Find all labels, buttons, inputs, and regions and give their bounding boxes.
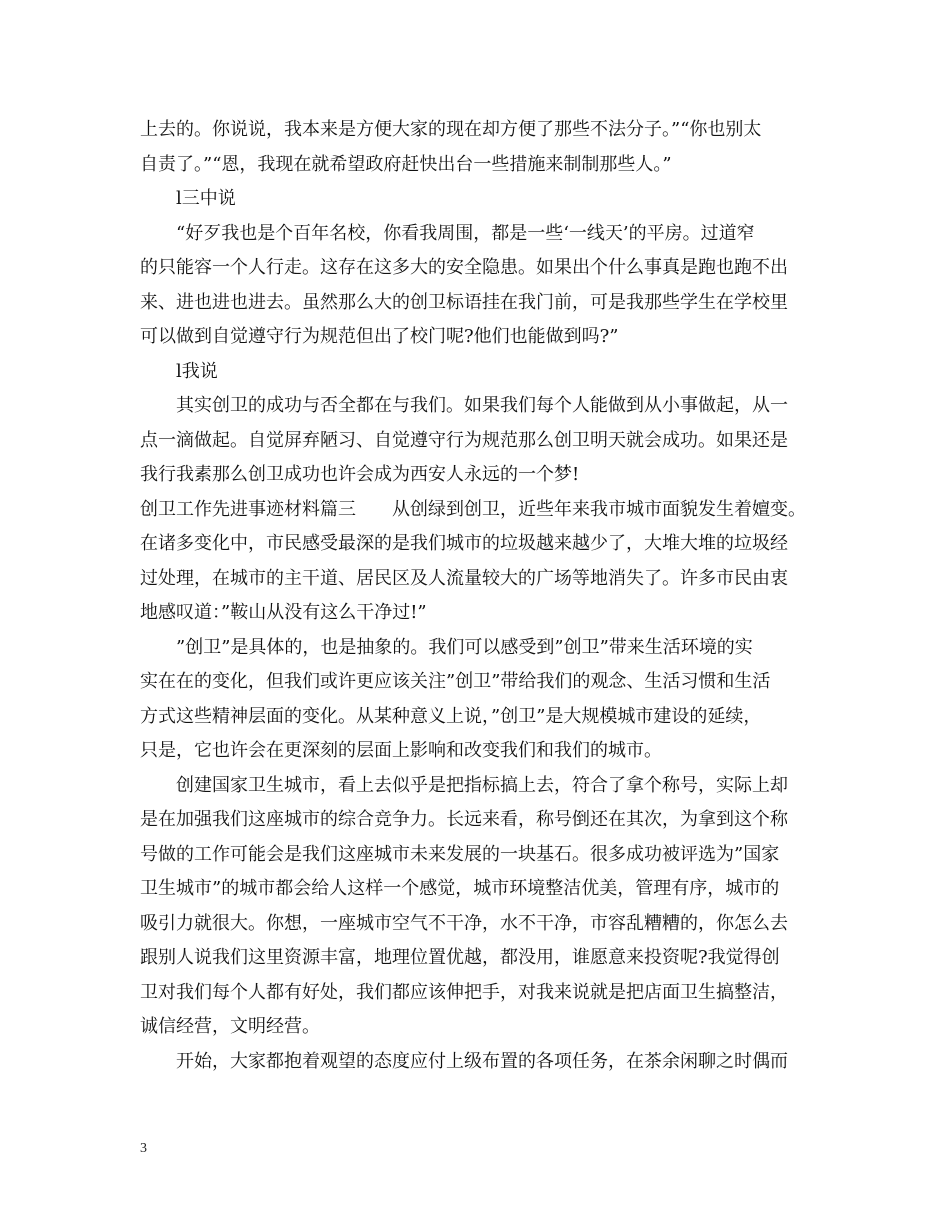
text-line: 地感叹道：”鞍山从没有这么干净过!” xyxy=(140,602,427,623)
text-line: 我行我素那么创卫成功也许会成为西安人永远的一个梦! xyxy=(140,464,580,485)
text-line: 号做的工作可能会是我们这座城市未来发展的一块基石。很多成功被评选为”国家 xyxy=(140,843,780,865)
text-line: 创建国家卫生城市，看上去似乎是把指标搞上去，符合了拿个称号，实际上却 xyxy=(176,774,788,796)
section-heading: l我说 xyxy=(176,360,218,382)
section-heading: l三中说 xyxy=(176,188,236,209)
text-line: 跟别人说我们这里资源丰富，地理位置优越，都没用，谁愿意来投资呢?我觉得创 xyxy=(140,947,780,968)
text-line: 点一滴做起。自觉屏弃陋习、自觉遵守行为规范那么创卫明天就会成功。如果还是 xyxy=(140,429,788,451)
text-line: 诚信经营，文明经营。 xyxy=(140,1016,320,1037)
page-number: 3 xyxy=(140,1141,147,1156)
text-line: 卫生城市”的城市都会给人这样一个感觉，城市环境整洁优美，管理有序，城市的 xyxy=(140,878,780,899)
text-line: 来、进也进也进去。虽然那么大的创卫标语挂在我门前，可是我那些学生在学校里 xyxy=(140,291,788,313)
text-line: 只是，它也许会在更深刻的层面上影响和改变我们和我们的城市。 xyxy=(140,740,662,761)
text-line: 卫对我们每个人都有好处，我们都应该伸把手，对我来说就是把店面卫生搞整洁， xyxy=(140,981,788,1003)
text-line: 是在加强我们这座城市的综合竞争力。长远来看，称号倒还在其次，为拿到这个称 xyxy=(140,809,788,830)
article-title-line: 创卫工作先进事迹材料篇三 从创绿到创卫，近些年来我市城市面貌发生着嬗变。 xyxy=(140,498,806,520)
text-line: 方式这些精神层面的变化。从某种意义上说，”创卫”是大规模城市建设的延续， xyxy=(140,705,762,727)
body-text xyxy=(140,113,830,1079)
text-line: 实在在的变化，但我们或许更应该关注”创卫”带给我们的观念、生活习惯和生活 xyxy=(140,671,771,692)
text-line: 可以做到自觉遵守行为规范但出了校门呢?他们也能做到吗?” xyxy=(140,326,619,347)
text-line: 过处理，在城市的主干道、居民区及人流量较大的广场等地消失了。许多市民由衷 xyxy=(140,567,788,589)
text-line: “好歹我也是个百年名校，你看我周围，都是一些‘一线天’的平房。过道窄 xyxy=(176,222,755,244)
text-line: 的只能容一个人行走。这存在这多大的安全隐患。如果出个什么事真是跑也跑不出 xyxy=(140,257,788,278)
text-line: 其实创卫的成功与否全都在与我们。如果我们每个人能做到从小事做起，从一 xyxy=(176,395,788,416)
text-line: 在诸多变化中，市民感受最深的是我们城市的垃圾越来越少了，大堆大堆的垃圾经 xyxy=(140,533,788,554)
text-line: ”创卫”是具体的，也是抽象的。我们可以感受到”创卫”带来生活环境的实 xyxy=(176,636,753,658)
text-line: 上去的。你说说，我本来是方便大家的现在却方便了那些不法分子。”“你也别太 xyxy=(140,119,762,140)
text-line: 自责了。”“恩，我现在就希望政府赶快出台一些措施来制制那些人。” xyxy=(140,153,672,175)
text-line: 开始，大家都抱着观望的态度应付上级布置的各项任务，在茶余闲聊之时偶而 xyxy=(176,1050,788,1072)
text-line: 吸引力就很大。你想，一座城市空气不干净，水不干净，市容乱糟糟的，你怎么去 xyxy=(140,912,788,934)
